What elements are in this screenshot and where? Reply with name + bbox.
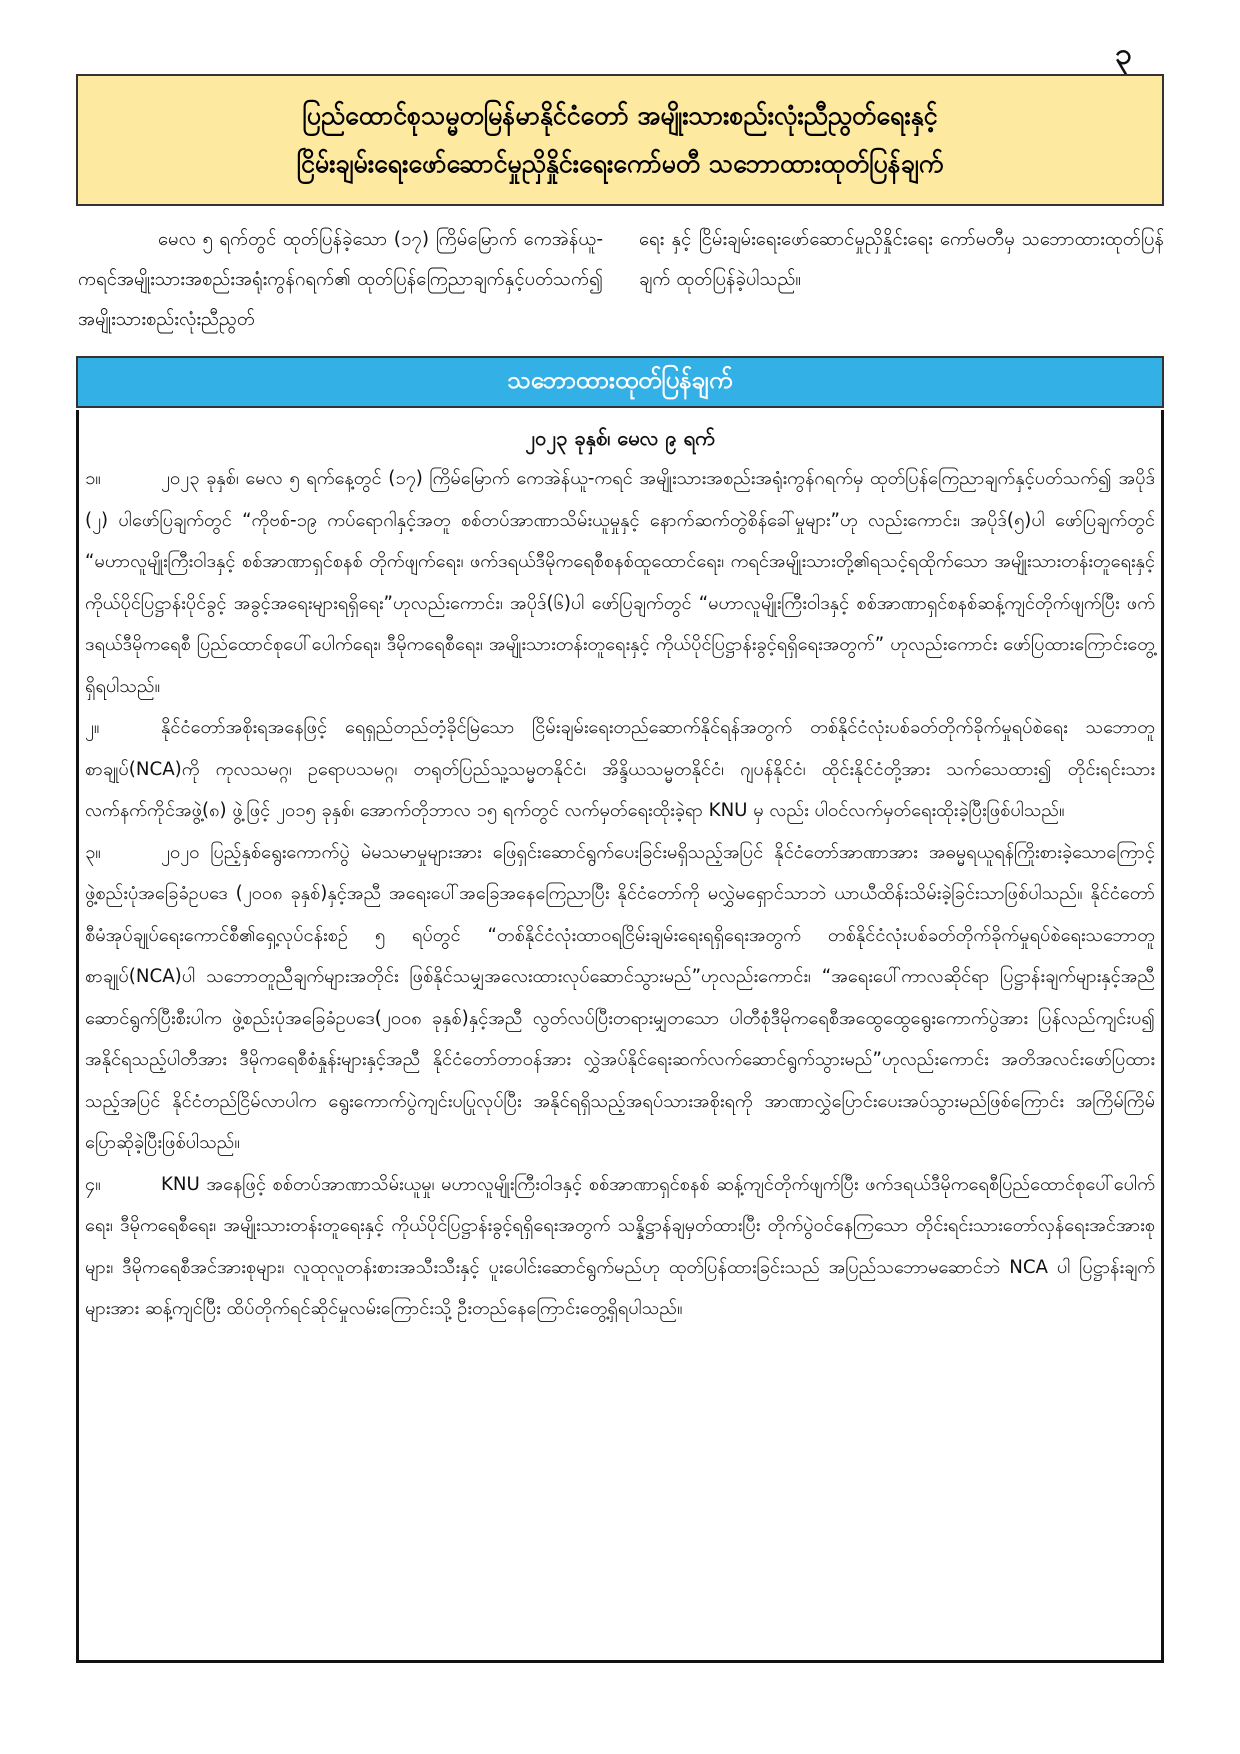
paragraph-number: ၃။ — [85, 841, 101, 863]
intro-right-column: ရေး နှင့် ငြိမ်းချမ်းရေးဖော်ဆောင်မှုညှိနှိုင်းရေး ကော်မတီမှ သဘောထားထုတ်ပြန်ချက် ထုတ်ပြန်ခဲ့ပါသည်။ — [639, 229, 1164, 290]
paragraph-2 — [85, 707, 1155, 832]
paragraph-4 — [85, 1164, 1155, 1330]
title-line-1: ပြည်ထောင်စုသမ္မတမြန်မာနိုင်ငံတော် အမျိုးသားစည်းလုံးညီညွတ်ရေးနှင့် — [302, 101, 938, 130]
title-line-2: ငြိမ်းချမ်းရေးဖော်ဆောင်မှုညှိနှိုင်းရေးကော်မတီ သဘောထားထုတ်ပြန်ချက် — [296, 149, 944, 178]
paragraph-text: ၂၀၂၀ ပြည့်နှစ်ရွေးကောက်ပွဲ မဲမသမာမှုများအား ဖြေရှင်းဆောင်ရွက်ပေးခြင်းမရှိသည့်အပြင် နိုင်ငံတော်အာဏာအား အဓမ္မရယူရန်ကြိုးစားခဲ့သောကြောင့် ဖွဲ့စည်းပုံအခြေခံဥပဒေ (၂၀၀၈ ခုနှစ်)နှင့်အညီ အရေးပေါ်အခြေအနေကြေညာပြီး နိုင်ငံတော်ကို မလွှဲမရှောင်သာဘဲ ယာယီထိန်းသိမ်းခဲ့ခြင်းသာဖြစ်ပါသည်။ နိုင်ငံတော်စီမံအုပ်ချုပ်ရေးကောင်စီ၏ရှေ့လုပ်ငန်းစဉ် ၅ ရပ်တွင် “တစ်နိုင်ငံလုံးထာဝရငြိမ်းချမ်းရေးရရှိရေးအတွက် တစ်နိုင်ငံလုံးပစ်ခတ်တိုက်ခိုက်မှုရပ်စဲရေးသဘောတူစာချုပ်(NCA)ပါ သဘောတူညီချက်များအတိုင်း ဖြစ်နိုင်သမျှအလေးထားလုပ်ဆောင်သွားမည်”ဟုလည်းကောင်း၊ “အရေးပေါ်ကာလဆိုင်ရာ ပြဋ္ဌာန်းချက်များနှင့်အညီ ဆောင်ရွက်ပြီးစီးပါက ဖွဲ့စည်းပုံအခြေခံဥပဒေ(၂၀၀၈ ခုနှစ်)နှင့်အညီ လွတ်လပ်ပြီးတရားမျှတသော ပါတီစုံဒီမိုကရေစီအထွေထွေရွေးကောက်ပွဲအား ပြန်လည်ကျင်းပ၍ အနိုင်ရသည့်ပါတီအား ဒီမိုကရေစီစံနှုန်းများနှင့်အညီ နိုင်ငံတော်တာဝန်အား လွှဲအပ်နိုင်ရေးဆက်လက်ဆောင်ရွက်သွားမည်”ဟုလည်းကောင်း အတိအလင်းဖော်ပြထားသည့်အပြင် နိုင်ငံတည်ငြိမ်လာပါက ရွေးကောက်ပွဲကျင်းပပြုလုပ်ပြီး အနိုင်ရရှိသည့်အရပ်သားအစိုးရကို အာဏာလွှဲပြောင်းပေးအပ်သွားမည်ဖြစ်ကြောင်း အကြိမ်ကြိမ်ပြောဆိုခဲ့ပြီးဖြစ်ပါသည်။ — [85, 841, 1155, 1153]
section-header: သဘောထားထုတ်ပြန်ချက် — [76, 356, 1164, 408]
paragraph-number: ၂။ — [85, 717, 100, 738]
statement-body — [76, 410, 1164, 1663]
statement-date: ၂၀၂၃ ခုနှစ်၊ မေလ ၉ ရက် — [525, 426, 715, 450]
paragraph-1 — [85, 458, 1155, 707]
paragraph-text: နိုင်ငံတော်အစိုးရအနေဖြင့် ရေရှည်တည်တံ့ခိုင်မြဲသော ငြိမ်းချမ်းရေးတည်ဆောက်နိုင်ရန်အတွက် တစ်နိုင်ငံလုံးပစ်ခတ်တိုက်ခိုက်မှုရပ်စဲရေး သဘောတူစာချုပ်(NCA)ကို ကုလသမဂ္ဂ၊ ဥရောပသမဂ္ဂ၊ တရုတ်ပြည်သူ့သမ္မတနိုင်ငံ၊ အိန္ဒိယသမ္မတနိုင်ငံ၊ ဂျပန်နိုင်ငံ၊ ထိုင်းနိုင်ငံတို့အား သက်သေထား၍ တိုင်းရင်းသားလက်နက်ကိုင်အဖွဲ့(၈) ဖွဲ့ဖြင့် ၂၀၁၅ ခုနှစ်၊ အောက်တိုဘာလ ၁၅ ရက်တွင် လက်မှတ်ရေးထိုးခဲ့ရာ KNU မှ လည်း ပါဝင်လက်မှတ်ရေးထိုးခဲ့ပြီးဖြစ်ပါသည်။ — [85, 717, 1155, 821]
paragraph-number: ၄။ — [85, 1173, 101, 1195]
intro-section — [78, 220, 1164, 340]
intro-left-column: မေလ ၅ ရက်တွင် ထုတ်ပြန်ခဲ့သော (၁၇) ကြိမ်မြောက် ကေအဲန်ယူ-ကရင်အမျိုးသားအစည်းအရုံးကွန်ဂရက်၏ ထုတ်ပြန်ကြေညာချက်နှင့်ပတ်သက်၍ အမျိုးသားစည်းလုံးညီညွတ် — [78, 229, 603, 330]
paragraph-text: ၂၀၂၃ ခုနှစ်၊ မေလ ၅ ရက်နေ့တွင် (၁၇) ကြိမ်မြောက် ကေအဲန်ယူ-ကရင် အမျိုးသားအစည်းအရုံးကွန်ဂရက်မှ ထုတ်ပြန်ကြေညာချက်နှင့်ပတ်သက်၍ အပိုဒ် (၂) ပါဖော်ပြချက်တွင် “ကိုဗစ်-၁၉ ကပ်ရောဂါနှင့်အတူ စစ်တပ်အာဏာသိမ်းယူမှုနှင့် နောက်ဆက်တွဲစိန်ခေါ်မှုများ”ဟု လည်းကောင်း၊ အပိုဒ်(၅)ပါ ဖော်ပြချက်တွင် “မဟာလူမျိုးကြီးဝါဒနှင့် စစ်အာဏာရှင်စနစ် တိုက်ဖျက်ရေး၊ ဖက်ဒရယ်ဒီမိုကရေစီစနစ်ထူထောင်ရေး၊ ကရင်အမျိုးသားတို့၏ရသင့်ရထိုက်သော အမျိုးသားတန်းတူရေးနှင့် ကိုယ်ပိုင်ပြဋ္ဌာန်းပိုင်ခွင့် အခွင့်အရေးများရရှိရေး”ဟုလည်းကောင်း၊ အပိုဒ်(၆)ပါ ဖော်ပြချက်တွင် “မဟာလူမျိုးကြီးဝါဒနှင့် စစ်အာဏာရှင်စနစ်ဆန့်ကျင်တိုက်ဖျက်ပြီး ဖက်ဒရယ်ဒီမိုကရေစီ ပြည်ထောင်စုပေါ်ပေါက်ရေး၊ ဒီမိုကရေစီရေး၊ အမျိုးသားတန်းတူရေးနှင့် ကိုယ်ပိုင်ပြဋ္ဌာန်းခွင့်ရရှိရေးအတွက်” ဟုလည်းကောင်း ဖော်ပြထားကြောင်းတွေ့ရှိရပါသည်။ — [85, 468, 1155, 697]
title-box — [76, 74, 1164, 206]
paragraph-3 — [85, 832, 1155, 1164]
page-number: ၃ — [1115, 37, 1132, 72]
paragraph-text: KNU အနေဖြင့် စစ်တပ်အာဏာသိမ်းယူမှု၊ မဟာလူမျိုးကြီးဝါဒနှင့် စစ်အာဏာရှင်စနစ် ဆန့်ကျင်တိုက်ဖျက်ပြီး ဖက်ဒရယ်ဒီမိုကရေစီပြည်ထောင်စုပေါ်ပေါက်ရေး၊ ဒီမိုကရေစီရေး၊ အမျိုးသားတန်းတူရေးနှင့် ကိုယ်ပိုင်ပြဋ္ဌာန်းခွင့်ရရှိရေးအတွက် သန္နိဋ္ဌာန်ချမှတ်ထားပြီး တိုက်ပွဲဝင်နေကြသော တိုင်းရင်းသားတော်လှန်ရေးအင်အားစုများ၊ ဒီမိုကရေစီအင်အားစုများ၊ လူထုလူတန်းစားအသီးသီးနှင့် ပူးပေါင်းဆောင်ရွက်မည်ဟု ထုတ်ပြန်ထားခြင်းသည် အပြည်သဘောမဆောင်ဘဲ NCA ပါ ပြဋ္ဌာန်းချက်များအား ဆန့်ကျင်ပြီး ထိပ်တိုက်ရင်ဆိုင်မှုလမ်းကြောင်းသို့ ဦးတည်နေကြောင်းတွေ့ရှိရပါသည်။ — [85, 1173, 1155, 1319]
paragraph-number: ၁။ — [85, 468, 101, 489]
